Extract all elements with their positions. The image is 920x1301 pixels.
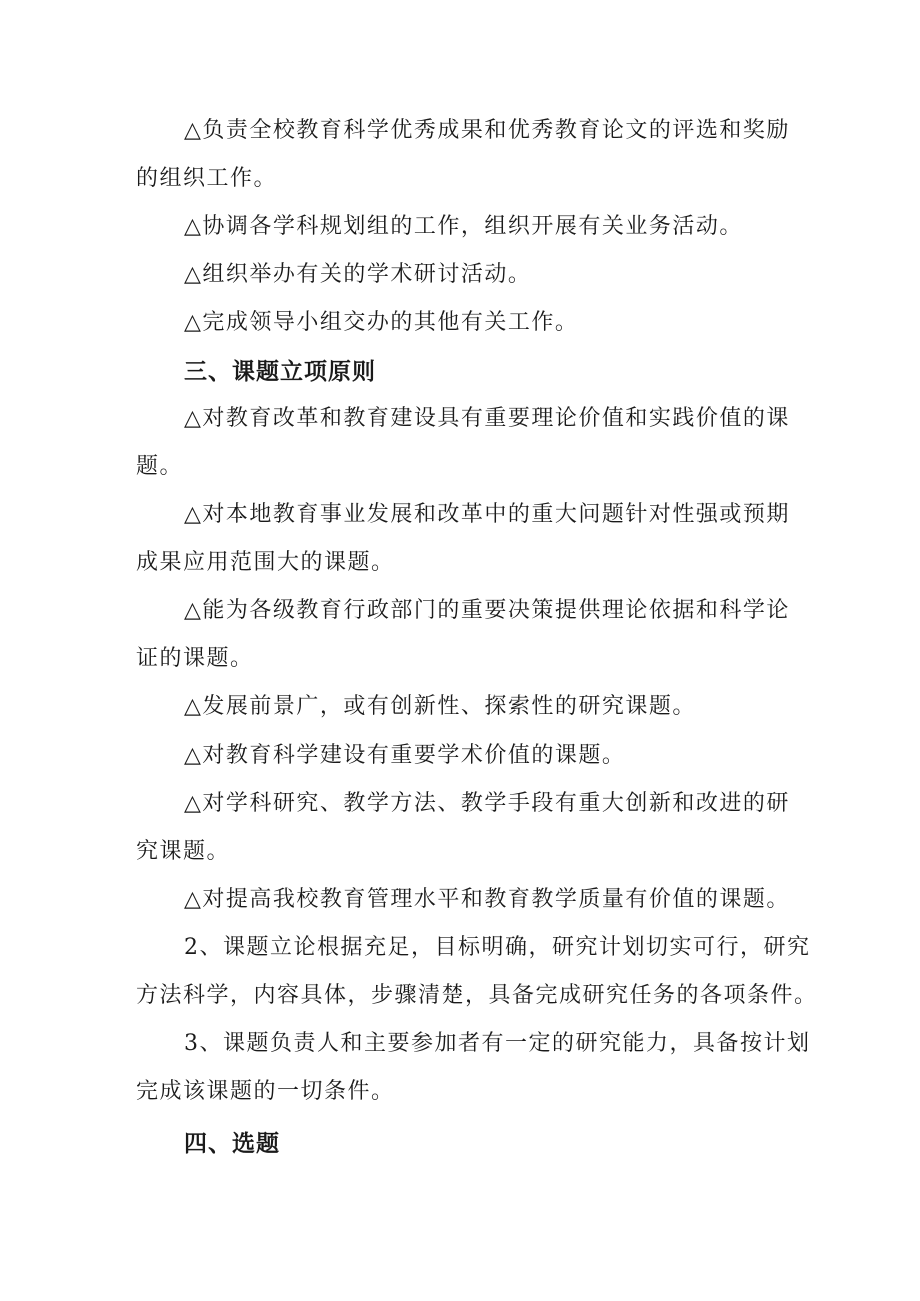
paragraph-principle-3 [136,587,796,683]
paragraph-line: △发展前景广，或有创新性、探索性的研究课题。 [184,694,696,719]
paragraph-principle-7 [136,876,796,924]
paragraph-line: △对提高我校教育管理水平和教育教学质量有价值的课题。 [184,887,790,912]
paragraph-line: △完成领导小组交办的其他有关工作。 [184,310,579,335]
paragraph-principle-9 [136,1020,811,1116]
paragraph-duty-awards [136,107,796,203]
paragraph-line: 成果应用范围大的课题。 [136,550,395,575]
paragraph-line: 2、课题立论根据充足，目标明确，研究计划切实可行，研究 [184,935,811,960]
section-heading-principles: 三、课题立项原则 [184,359,376,385]
paragraph-principle-4 [136,683,796,731]
paragraph-line: △对教育科学建设有重要学术价值的课题。 [184,743,626,768]
paragraph-principle-2 [136,491,796,587]
paragraph-line: 的组织工作。 [136,166,278,191]
section-heading-topic-selection: 四、选题 [184,1131,280,1157]
paragraph-line: △组织举办有关的学术研讨活动。 [184,262,532,287]
paragraph-line: △对学科研究、教学方法、教学手段有重大创新和改进的研 [184,791,790,816]
paragraph-duty-coordinate [136,203,796,251]
paragraph-line: △协调各学科规划组的工作，组织开展有关业务活动。 [184,214,743,239]
paragraph-line: △负责全校教育科学优秀成果和优秀教育论文的评选和奖励 [184,118,790,143]
paragraph-duty-other [136,299,796,347]
paragraph-line: 证的课题。 [136,646,254,671]
paragraph-line: 3、课题负责人和主要参加者有一定的研究能力，具备按计划 [184,1031,811,1056]
paragraph-principle-8 [136,924,818,1020]
paragraph-line: 完成该课题的一切条件。 [136,1079,395,1104]
paragraph-line: △能为各级教育行政部门的重要决策提供理论依据和科学论 [184,598,790,623]
paragraph-line: 方法科学，内容具体，步骤清楚，具备完成研究任务的各项条件。 [136,983,818,1008]
paragraph-principle-5 [136,732,796,780]
paragraph-principle-1 [136,395,796,491]
paragraph-duty-seminar [136,251,796,299]
paragraph-line: 题。 [136,454,184,479]
paragraph-line: △对教育改革和教育建设具有重要理论价值和实践价值的课 [184,406,790,431]
paragraph-line: △对本地教育事业发展和改革中的重大问题针对性强或预期 [184,502,790,527]
paragraph-principle-6 [136,780,796,876]
paragraph-line: 究课题。 [136,839,231,864]
